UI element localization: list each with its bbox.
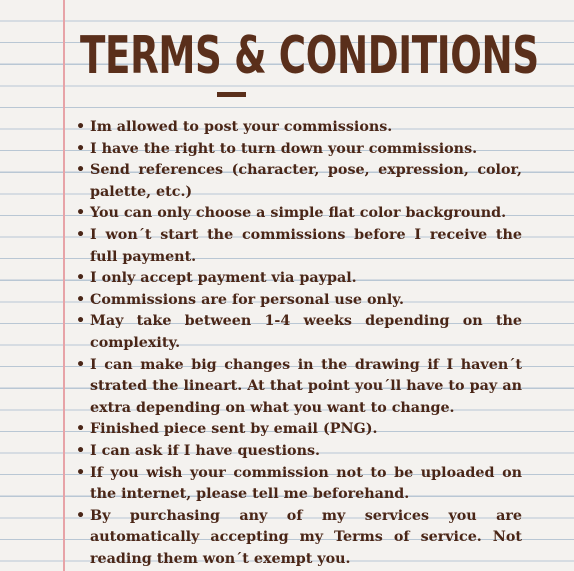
bullet-icon: • [76,119,86,135]
term-text: By purchasing any of my services you are automatically accepting my Terms of service. Not reading them won´t exempt you. [90,507,522,567]
term-item [74,506,522,571]
bullet-icon: • [76,313,86,330]
term-text: I can ask if I have questions. [90,442,320,459]
term-text: You can only choose a simple flat color background. [90,205,507,222]
term-text: May take between 1-4 weeks depending on the complexity. [90,313,522,351]
term-text: I only accept payment via paypal. [90,270,357,287]
bullet-icon: • [76,205,86,222]
term-item [74,463,522,506]
term-text: I have the right to turn down your commissions. [90,140,478,157]
bullet-icon: • [76,464,86,481]
term-text: Commissions are for personal use only. [90,291,404,308]
term-item [74,355,522,420]
page-heading [80,22,539,102]
term-text: I won´t start the commissions before I receive the full payment. [90,226,522,265]
term-item [74,441,522,463]
term-item [74,268,522,290]
terms-list [74,117,522,570]
bullet-icon: • [76,507,86,524]
term-text: If you wish your commission not to be uploaded on the internet, please tell me beforehand. [90,464,522,503]
term-item [74,139,522,161]
bullet-icon: • [76,140,86,157]
term-item [74,311,522,354]
bullet-icon: • [76,442,86,459]
bullet-icon: • [76,162,86,179]
term-text: Finished piece sent by email (PNG). [90,421,378,438]
term-text: Im allowed to post your commissions. [90,119,393,135]
term-item [74,419,522,441]
term-item [74,290,522,312]
notebook-margin-line [63,0,65,571]
term-item [74,160,522,203]
page-title: TERMS & CONDITIONS [80,25,539,86]
term-item [74,117,522,139]
term-item [74,203,522,225]
term-text: I can make big changes in the drawing if I haven´t strated the lineart. At that point you´ll have to pay an extra depending on what you want to change. [90,356,522,416]
bullet-icon: • [76,291,86,308]
bullet-icon: • [76,226,86,243]
bullet-icon: • [76,270,86,287]
term-text: Send references (character, pose, expression, color, palette, etc.) [90,162,522,200]
bullet-icon: • [76,421,86,438]
term-item [74,225,522,268]
ampersand-underline [217,92,246,97]
bullet-icon: • [76,356,86,373]
